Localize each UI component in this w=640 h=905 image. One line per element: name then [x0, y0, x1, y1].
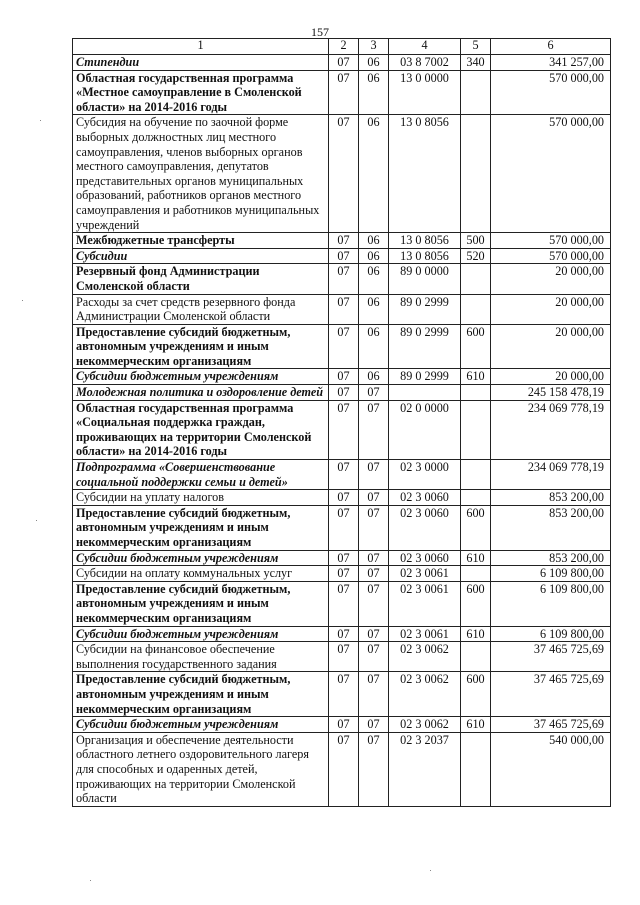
target-item-code-cell: 02 3 0000	[389, 460, 461, 490]
expense-type-code-cell: 500	[461, 233, 491, 249]
section-code-cell: 07	[329, 490, 359, 506]
subsection-code-cell: 06	[359, 369, 389, 385]
expense-type-code-cell: 340	[461, 55, 491, 71]
item-name-cell: Субсидии на оплату коммунальных услуг	[73, 566, 329, 582]
amount-cell: 570 000,00	[491, 115, 611, 233]
expense-type-code-cell: 600	[461, 581, 491, 626]
target-item-code-cell: 02 3 0061	[389, 566, 461, 582]
expense-type-code-cell	[461, 732, 491, 806]
section-code-cell: 07	[329, 400, 359, 459]
amount-cell: 20 000,00	[491, 264, 611, 294]
section-code-cell: 07	[329, 248, 359, 264]
expense-type-code-cell	[461, 115, 491, 233]
item-name-cell: Стипендии	[73, 55, 329, 71]
header-cell: 2	[329, 39, 359, 55]
amount-cell: 245 158 478,19	[491, 385, 611, 401]
section-code-cell: 07	[329, 70, 359, 115]
expense-type-code-cell	[461, 294, 491, 324]
item-name-cell: Предоставление субсидий бюджетным, автономным учреждениям и иным некоммерческим организациям	[73, 505, 329, 550]
subsection-code-cell: 06	[359, 233, 389, 249]
item-name-cell: Субсидии	[73, 248, 329, 264]
header-cell: 1	[73, 39, 329, 55]
amount-cell: 6 109 800,00	[491, 626, 611, 642]
item-name-cell: Областная государственная программа «Социальная поддержка граждан, проживающих на территории Смоленской области» на 2014-2016 годы	[73, 400, 329, 459]
section-code-cell: 07	[329, 324, 359, 369]
amount-cell: 37 465 725,69	[491, 672, 611, 717]
amount-cell: 37 465 725,69	[491, 717, 611, 733]
expense-type-code-cell	[461, 264, 491, 294]
table-header-row	[73, 39, 611, 55]
subsection-code-cell: 07	[359, 581, 389, 626]
item-name-cell: Субсидии на уплату налогов	[73, 490, 329, 506]
section-code-cell: 07	[329, 505, 359, 550]
expense-type-code-cell	[461, 566, 491, 582]
subsection-code-cell: 07	[359, 460, 389, 490]
table-row	[73, 550, 611, 566]
budget-table	[72, 38, 611, 807]
section-code-cell: 07	[329, 385, 359, 401]
subsection-code-cell: 07	[359, 672, 389, 717]
subsection-code-cell: 06	[359, 70, 389, 115]
table-row	[73, 460, 611, 490]
expense-type-code-cell: 610	[461, 550, 491, 566]
section-code-cell: 07	[329, 642, 359, 672]
table-row	[73, 732, 611, 806]
subsection-code-cell: 07	[359, 732, 389, 806]
page-number: 157	[311, 25, 329, 39]
scan-speck	[36, 520, 37, 521]
amount-cell: 341 257,00	[491, 55, 611, 71]
subsection-code-cell: 07	[359, 490, 389, 506]
expense-type-code-cell	[461, 490, 491, 506]
section-code-cell: 07	[329, 566, 359, 582]
expense-type-code-cell	[461, 400, 491, 459]
target-item-code-cell: 89 0 0000	[389, 264, 461, 294]
section-code-cell: 07	[329, 294, 359, 324]
table-row	[73, 626, 611, 642]
table-row	[73, 294, 611, 324]
target-item-code-cell: 02 0 0000	[389, 400, 461, 459]
section-code-cell: 07	[329, 550, 359, 566]
scan-speck	[40, 120, 41, 121]
subsection-code-cell: 07	[359, 550, 389, 566]
table-row	[73, 264, 611, 294]
expense-type-code-cell: 600	[461, 324, 491, 369]
table-row	[73, 233, 611, 249]
table-row	[73, 581, 611, 626]
subsection-code-cell: 07	[359, 642, 389, 672]
table-row	[73, 55, 611, 71]
table-row	[73, 324, 611, 369]
item-name-cell: Резервный фонд Администрации Смоленской области	[73, 264, 329, 294]
scan-speck	[430, 870, 431, 871]
table-row	[73, 248, 611, 264]
amount-cell: 853 200,00	[491, 505, 611, 550]
target-item-code-cell: 02 3 0062	[389, 672, 461, 717]
amount-cell: 234 069 778,19	[491, 400, 611, 459]
target-item-code-cell: 02 3 0061	[389, 581, 461, 626]
subsection-code-cell: 07	[359, 505, 389, 550]
target-item-code-cell: 02 3 0060	[389, 550, 461, 566]
expense-type-code-cell: 520	[461, 248, 491, 264]
subsection-code-cell: 07	[359, 385, 389, 401]
table-row	[73, 115, 611, 233]
section-code-cell: 07	[329, 55, 359, 71]
section-code-cell: 07	[329, 717, 359, 733]
amount-cell: 570 000,00	[491, 233, 611, 249]
section-code-cell: 07	[329, 369, 359, 385]
table-row	[73, 505, 611, 550]
expense-type-code-cell: 600	[461, 672, 491, 717]
subsection-code-cell: 06	[359, 248, 389, 264]
amount-cell: 853 200,00	[491, 490, 611, 506]
expense-type-code-cell: 610	[461, 626, 491, 642]
table-row	[73, 717, 611, 733]
table-row	[73, 672, 611, 717]
amount-cell: 6 109 800,00	[491, 581, 611, 626]
section-code-cell: 07	[329, 264, 359, 294]
item-name-cell: Предоставление субсидий бюджетным, автономным учреждениям и иным некоммерческим организациям	[73, 581, 329, 626]
section-code-cell: 07	[329, 732, 359, 806]
expense-type-code-cell	[461, 385, 491, 401]
item-name-cell: Областная государственная программа «Местное самоуправление в Смоленской области» на 2014-2016 годы	[73, 70, 329, 115]
target-item-code-cell: 13 0 8056	[389, 115, 461, 233]
expense-type-code-cell: 610	[461, 717, 491, 733]
target-item-code-cell: 02 3 2037	[389, 732, 461, 806]
scan-speck	[22, 300, 23, 301]
target-item-code-cell: 13 0 8056	[389, 233, 461, 249]
expense-type-code-cell: 610	[461, 369, 491, 385]
item-name-cell: Организация и обеспечение деятельности областного летнего оздоровительного лагеря для способных и одаренных детей, проживающих на территории Смоленской области	[73, 732, 329, 806]
item-name-cell: Субсидия на обучение по заочной форме выборных должностных лиц местного самоуправления, членов выборных органов местного самоуправления, депутатов представительных органов муниципальных образований, работников органов местного самоуправления и работников муниципальных учреждений	[73, 115, 329, 233]
amount-cell: 20 000,00	[491, 294, 611, 324]
subsection-code-cell: 06	[359, 264, 389, 294]
target-item-code-cell: 02 3 0061	[389, 626, 461, 642]
table-row	[73, 566, 611, 582]
target-item-code-cell: 02 3 0060	[389, 490, 461, 506]
expense-type-code-cell: 600	[461, 505, 491, 550]
table-row	[73, 400, 611, 459]
target-item-code-cell: 89 0 2999	[389, 324, 461, 369]
item-name-cell: Субсидии бюджетным учреждениям	[73, 369, 329, 385]
table-row	[73, 369, 611, 385]
item-name-cell: Субсидии на финансовое обеспечение выполнения государственного задания	[73, 642, 329, 672]
target-item-code-cell: 13 0 0000	[389, 70, 461, 115]
section-code-cell: 07	[329, 115, 359, 233]
table-row	[73, 490, 611, 506]
target-item-code-cell: 02 3 0060	[389, 505, 461, 550]
amount-cell: 20 000,00	[491, 324, 611, 369]
amount-cell: 234 069 778,19	[491, 460, 611, 490]
amount-cell: 570 000,00	[491, 70, 611, 115]
target-item-code-cell: 89 0 2999	[389, 294, 461, 324]
item-name-cell: Субсидии бюджетным учреждениям	[73, 717, 329, 733]
item-name-cell: Межбюджетные трансферты	[73, 233, 329, 249]
item-name-cell: Субсидии бюджетным учреждениям	[73, 550, 329, 566]
expense-type-code-cell	[461, 642, 491, 672]
subsection-code-cell: 06	[359, 115, 389, 233]
expense-type-code-cell	[461, 460, 491, 490]
item-name-cell: Подпрограмма «Совершенствование социальной поддержки семьи и детей»	[73, 460, 329, 490]
table-row	[73, 70, 611, 115]
subsection-code-cell: 06	[359, 324, 389, 369]
target-item-code-cell: 02 3 0062	[389, 642, 461, 672]
amount-cell: 6 109 800,00	[491, 566, 611, 582]
scan-speck	[90, 880, 91, 881]
item-name-cell: Предоставление субсидий бюджетным, автономным учреждениям и иным некоммерческим организациям	[73, 672, 329, 717]
header-cell: 5	[461, 39, 491, 55]
subsection-code-cell: 06	[359, 294, 389, 324]
item-name-cell: Расходы за счет средств резервного фонда Администрации Смоленской области	[73, 294, 329, 324]
section-code-cell: 07	[329, 460, 359, 490]
section-code-cell: 07	[329, 233, 359, 249]
target-item-code-cell: 13 0 8056	[389, 248, 461, 264]
header-cell: 3	[359, 39, 389, 55]
item-name-cell: Предоставление субсидий бюджетным, автономным учреждениям и иным некоммерческим организациям	[73, 324, 329, 369]
item-name-cell: Субсидии бюджетным учреждениям	[73, 626, 329, 642]
header-cell: 4	[389, 39, 461, 55]
item-name-cell: Молодежная политика и оздоровление детей	[73, 385, 329, 401]
subsection-code-cell: 06	[359, 55, 389, 71]
subsection-code-cell: 07	[359, 717, 389, 733]
amount-cell: 853 200,00	[491, 550, 611, 566]
section-code-cell: 07	[329, 626, 359, 642]
subsection-code-cell: 07	[359, 626, 389, 642]
amount-cell: 540 000,00	[491, 732, 611, 806]
section-code-cell: 07	[329, 672, 359, 717]
table-row	[73, 642, 611, 672]
expense-type-code-cell	[461, 70, 491, 115]
target-item-code-cell: 02 3 0062	[389, 717, 461, 733]
table-row	[73, 385, 611, 401]
header-cell: 6	[491, 39, 611, 55]
amount-cell: 20 000,00	[491, 369, 611, 385]
subsection-code-cell: 07	[359, 400, 389, 459]
target-item-code-cell	[389, 385, 461, 401]
target-item-code-cell: 89 0 2999	[389, 369, 461, 385]
target-item-code-cell: 03 8 7002	[389, 55, 461, 71]
subsection-code-cell: 07	[359, 566, 389, 582]
amount-cell: 37 465 725,69	[491, 642, 611, 672]
section-code-cell: 07	[329, 581, 359, 626]
amount-cell: 570 000,00	[491, 248, 611, 264]
